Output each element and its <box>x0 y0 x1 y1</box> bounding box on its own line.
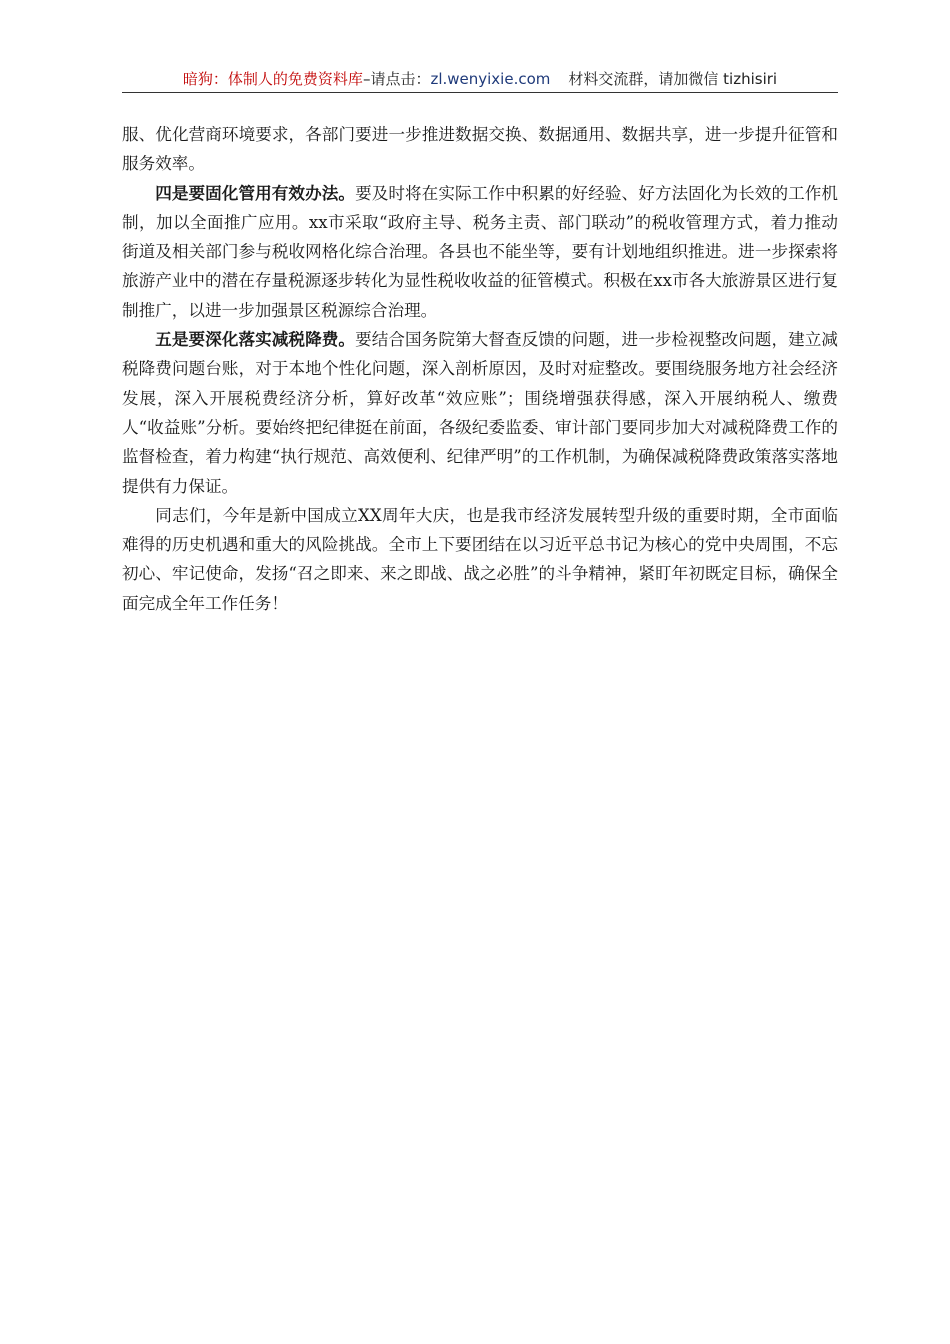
paragraph-4 <box>122 501 838 618</box>
paragraph-2 <box>122 179 838 325</box>
header-url-link[interactable]: zl.wenyixie.com <box>430 70 551 88</box>
paragraph-3-text: 要结合国务院第大督查反馈的问题，进一步检视整改问题，建立减税降费问题台账，对于本地个性化问题，深入剖析原因，及时对症整改。要围绕服务地方社会经济发展，深入开展税费经济分析，算好改革“效应账”；围绕增强获得感，深入开展纳税人、缴费人“收益账”分析。要始终把纪律挺在前面，各级纪委监委、审计部门要同步加大对减税降费工作的监督检查，着力构建“执行规范、高效便利、纪律严明”的工作机制，为确保减税降费政策落实落地提供有力保证。 <box>122 330 839 496</box>
page-header <box>122 66 838 93</box>
paragraph-3-heading: 五是要深化落实减税降费。 <box>155 330 356 350</box>
paragraph-3 <box>122 325 838 501</box>
header-wechat-note: 材料交流群，请加微信 tizhisiri <box>568 70 778 88</box>
paragraph-4-text: 同志们，今年是新中国成立XX周年大庆，也是我市经济发展转型升级的重要时期，全市面临难得的历史机遇和重大的风险挑战。全市上下要团结在以习近平总书记为核心的党中央周围，不忘初心、牢记使命，发扬“召之即来、来之即战、战之必胜”的斗争精神，紧盯年初既定目标，确保全面完成全年工作任务！ <box>122 505 838 613</box>
paragraph-2-heading: 四是要固化管用有效办法。 <box>155 183 356 203</box>
header-brand: 暗狗：体制人的免费资料库 <box>182 70 363 88</box>
paragraph-2-text: 要及时将在实际工作中积累的好经验、好方法固化为长效的工作机制，加以全面推广应用。xx市采取“政府主导、税务主责、部门联动”的税收管理方式，着力推动街道及相关部门参与税收网格化综合治理。各县也不能坐等，要有计划地组织推进。进一步探索将旅游产业中的潜在存量税源逐步转化为显性税收收益的征管模式。积极在xx市各大旅游景区进行复制推广，以进一步加强景区税源综合治理。 <box>122 183 839 320</box>
document-body <box>122 120 838 618</box>
paragraph-1 <box>122 120 838 179</box>
header-click-prefix: –请点击： <box>362 70 431 88</box>
paragraph-1-text: 服、优化营商环境要求，各部门要进一步推进数据交换、数据通用、数据共享，进一步提升征管和服务效率。 <box>122 125 838 174</box>
